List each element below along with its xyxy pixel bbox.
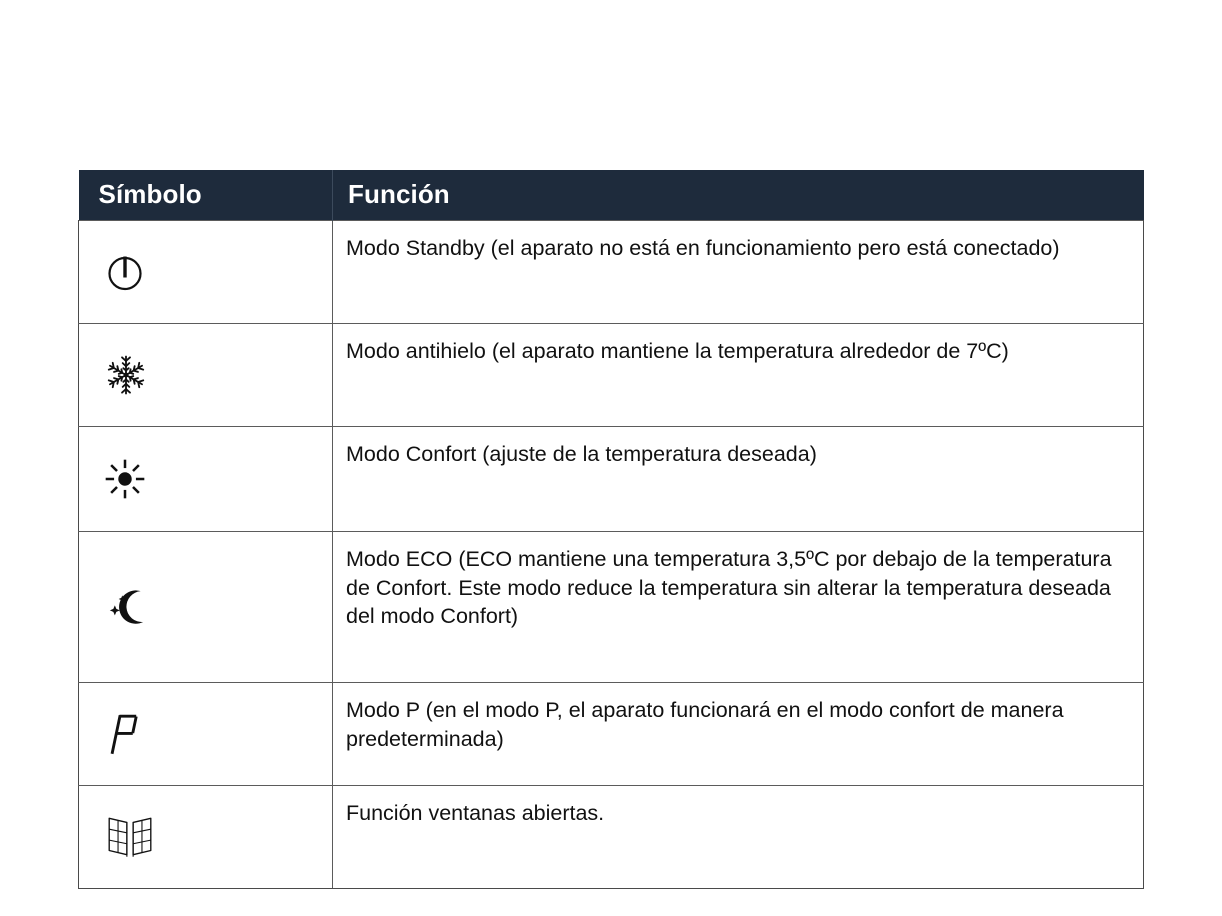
symbol-container <box>79 683 332 785</box>
symbol-container <box>79 221 332 323</box>
column-header-function: Función <box>333 170 1144 221</box>
column-header-symbol: Símbolo <box>79 170 333 221</box>
cell-symbol <box>79 683 333 786</box>
symbol-container <box>79 427 332 531</box>
cell-symbol <box>79 324 333 427</box>
snowflake-icon <box>104 353 148 397</box>
table-row <box>79 427 1144 532</box>
cell-function-text: Modo ECO (ECO mantiene una temperatura 3,5ºC por debajo de la temperatura de Confort. Este modo reduce la temperatura sin alterar la temperatura deseada del modo Confort) <box>333 532 1144 683</box>
letter-p-icon <box>104 711 146 757</box>
cell-symbol <box>79 786 333 889</box>
moon-stars-icon <box>104 586 154 628</box>
cell-symbol <box>79 221 333 324</box>
table-header-row <box>79 170 1144 221</box>
symbol-container <box>79 324 332 426</box>
cell-symbol <box>79 532 333 683</box>
table-row <box>79 683 1144 786</box>
symbol-function-table <box>78 170 1144 889</box>
table-row <box>79 221 1144 324</box>
table-row <box>79 786 1144 889</box>
cell-function-text: Modo Standby (el aparato no está en funcionamiento pero está conectado) <box>333 221 1144 324</box>
sun-icon <box>104 458 146 500</box>
cell-function-text: Modo P (en el modo P, el aparato funcionará en el modo confort de manera predeterminada) <box>333 683 1144 786</box>
table-row <box>79 532 1144 683</box>
standby-power-icon <box>104 251 146 293</box>
cell-function-text: Modo antihielo (el aparato mantiene la temperatura alrededor de 7ºC) <box>333 324 1144 427</box>
table-row <box>79 324 1144 427</box>
cell-function-text: Función ventanas abiertas. <box>333 786 1144 889</box>
table-body <box>79 221 1144 889</box>
cell-function-text: Modo Confort (ajuste de la temperatura deseada) <box>333 427 1144 532</box>
cell-symbol <box>79 427 333 532</box>
symbol-container <box>79 532 332 682</box>
table-header <box>79 170 1144 221</box>
open-window-icon <box>104 811 156 863</box>
symbol-container <box>79 786 332 888</box>
